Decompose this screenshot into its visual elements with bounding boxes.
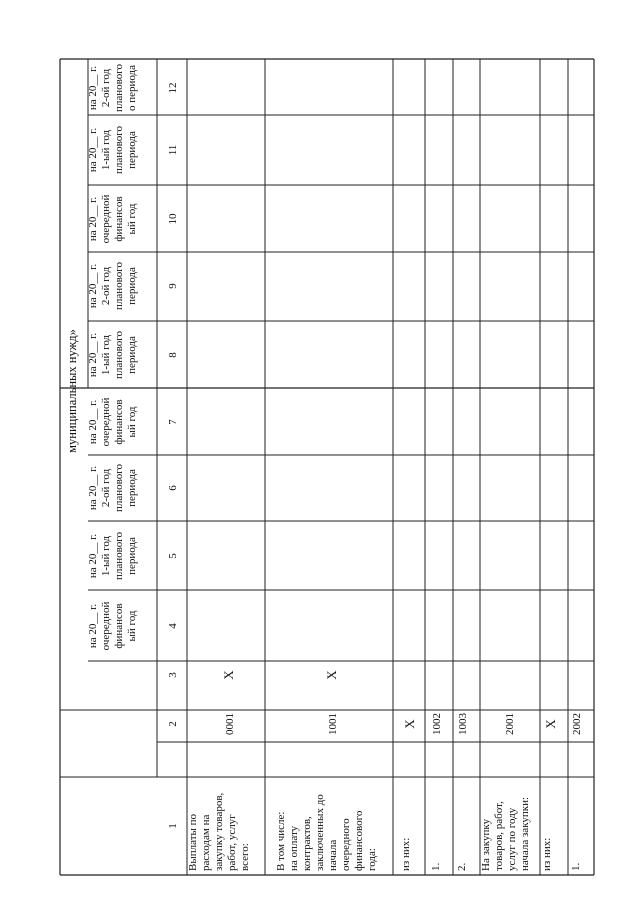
column-number: 12 — [167, 82, 179, 94]
period-header-line: на 20__ г. — [87, 263, 99, 309]
column-number: 2 — [167, 721, 179, 727]
period-header — [87, 195, 138, 244]
row-name-line: заключенных до — [314, 794, 326, 871]
period-header-line: 2-ой год — [100, 68, 112, 108]
period-header — [87, 64, 138, 113]
period-header-line: на 20__ г. — [87, 533, 99, 579]
column-numbers-row — [167, 83, 179, 829]
period-header-line: периода — [126, 336, 138, 374]
period-header — [87, 126, 138, 175]
row-name-line: года: — [366, 848, 378, 871]
column-number: 8 — [167, 352, 179, 358]
table-row — [456, 713, 469, 872]
period-header-line: периода — [126, 267, 138, 305]
row-name-line: расходам на — [200, 814, 212, 871]
period-header — [87, 464, 138, 513]
period-header-line: 2-ой год — [100, 266, 112, 306]
row-name-line: начала — [327, 839, 339, 871]
row-col3-mark: X — [221, 670, 236, 680]
period-header-line: периода — [126, 469, 138, 507]
row-code: 0001 — [224, 713, 236, 735]
row-name-line: начала закупки: — [519, 796, 531, 871]
row-col3-mark: X — [324, 670, 339, 680]
period-header-line: 2-ой год — [100, 468, 112, 508]
table-grid — [60, 59, 594, 875]
period-header — [87, 331, 138, 380]
column-number: 6 — [167, 485, 179, 491]
period-header-line: на 20__ г. — [87, 196, 99, 242]
column-number: 3 — [167, 672, 179, 678]
row-code: 2002 — [571, 713, 583, 735]
period-header-line: планового — [113, 63, 125, 113]
column-number: 1 — [167, 823, 179, 829]
row-name-line: 1. — [570, 862, 582, 871]
row-name-line: финансового — [353, 810, 365, 871]
row-name-line: В том числе: — [275, 811, 287, 871]
column-number: 7 — [167, 419, 179, 425]
period-header — [87, 398, 138, 447]
group-header-municipal: муниципальных нужд» — [65, 329, 79, 453]
period-header-line: 1-ый год — [100, 334, 112, 376]
row-name-line: из них: — [400, 837, 412, 871]
column-number: 11 — [167, 144, 179, 156]
period-header-line: финансов — [113, 603, 125, 649]
row-name-line: контрактов, — [301, 816, 313, 871]
row-name-line: услуг по году — [506, 807, 518, 871]
row-name-line: 2. — [456, 862, 468, 871]
column-number: 4 — [167, 623, 179, 629]
table-row — [430, 713, 443, 871]
period-header-line: на 20__ г. — [87, 332, 99, 378]
period-header-line: 1-ый год — [100, 129, 112, 171]
row-name-line: из них: — [541, 837, 553, 871]
period-header-line: ый год — [126, 203, 138, 235]
period-header — [87, 262, 138, 311]
period-header-line: планового — [113, 531, 125, 581]
row-code: 1001 — [327, 713, 339, 735]
period-header-line: 1-ый год — [100, 535, 112, 577]
period-header — [87, 532, 138, 581]
table-row — [570, 713, 583, 871]
row-code: X — [543, 719, 558, 729]
row-name-line: очередного — [340, 818, 352, 871]
period-header-line: очередной — [100, 601, 112, 651]
row-code: 1003 — [457, 713, 469, 735]
period-header-line: очередной — [100, 194, 112, 244]
table-row — [187, 670, 251, 871]
row-name-line: товаров, работ, — [493, 801, 505, 871]
period-header-line: на 20__ г. — [87, 127, 99, 173]
period-header-line: на 20__ г. — [87, 603, 99, 649]
period-header-line: на 20__ г. — [87, 465, 99, 511]
table-row — [480, 713, 531, 871]
row-name-line: закупку товаров, — [213, 792, 225, 871]
row-name-line: работ, услуг — [226, 814, 238, 871]
table-row — [275, 670, 378, 871]
period-header-line: на 20__ г. — [87, 65, 99, 111]
row-name-line: Выплаты по — [187, 813, 199, 871]
period-header-line: очередной — [100, 397, 112, 447]
period-header — [87, 602, 138, 651]
column-number: 9 — [167, 283, 179, 289]
row-name-line: На закупку — [480, 818, 492, 871]
column-number: 10 — [167, 213, 179, 225]
column-number: 5 — [167, 553, 179, 559]
row-code: X — [402, 719, 417, 729]
period-header-line: финансов — [113, 196, 125, 242]
period-header-line: периода — [126, 537, 138, 575]
period-header-line: финансов — [113, 399, 125, 445]
period-header-line: планового — [113, 261, 125, 311]
row-name-line: всего: — [239, 843, 251, 871]
period-header-line: планового — [113, 463, 125, 513]
period-header-line: ый год — [126, 406, 138, 438]
period-header-line: на 20__ г. — [87, 399, 99, 445]
row-name-line: 1. — [430, 862, 442, 871]
row-code: 1002 — [431, 713, 443, 735]
row-code: 2001 — [504, 713, 516, 735]
period-header-line: планового — [113, 330, 125, 380]
period-header-line: ый год — [126, 610, 138, 642]
period-header-line: о периода — [126, 64, 138, 112]
period-header-line: планового — [113, 125, 125, 175]
period-header-line: периода — [126, 131, 138, 169]
row-name-line: на оплату — [288, 825, 300, 871]
